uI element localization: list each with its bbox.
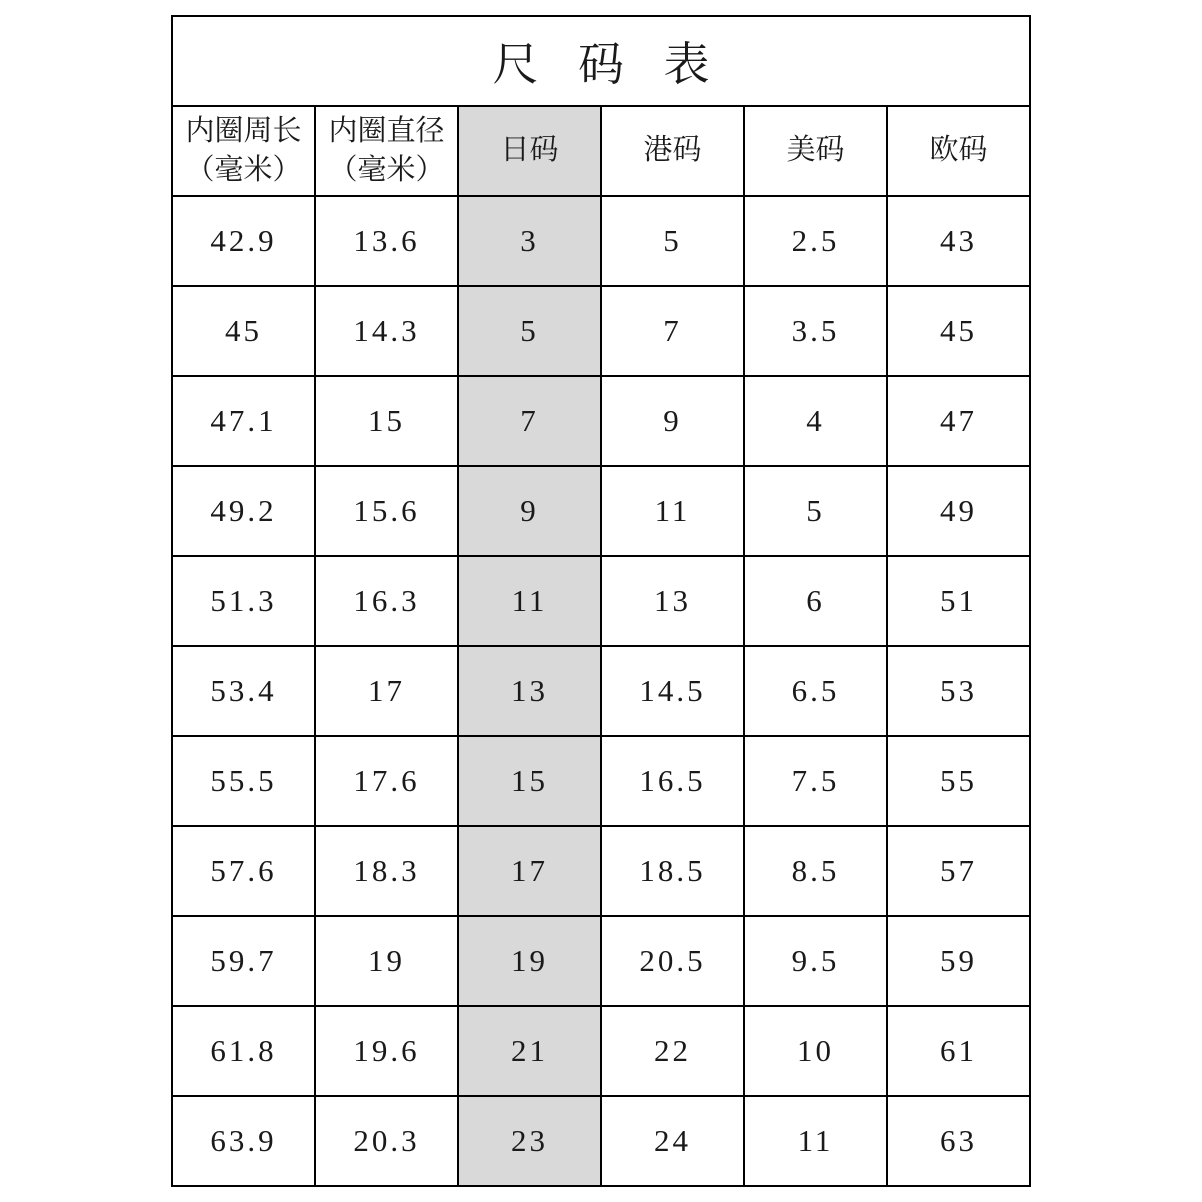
column-header-us-size bbox=[744, 106, 887, 196]
cell-jp-size: 5 bbox=[458, 286, 601, 376]
size-chart-body bbox=[172, 196, 1030, 1186]
cell-inner-diameter: 19.6 bbox=[315, 1006, 458, 1096]
header-row bbox=[172, 106, 1030, 196]
table-title: 尺 码 表 bbox=[172, 16, 1030, 106]
cell-us-size: 6.5 bbox=[744, 646, 887, 736]
table-row bbox=[172, 556, 1030, 646]
cell-jp-size: 3 bbox=[458, 196, 601, 286]
cell-eu-size: 55 bbox=[887, 736, 1030, 826]
cell-jp-size: 11 bbox=[458, 556, 601, 646]
column-header-label: 日码 bbox=[500, 134, 559, 167]
table-row bbox=[172, 916, 1030, 1006]
cell-eu-size: 47 bbox=[887, 376, 1030, 466]
cell-inner-diameter: 18.3 bbox=[315, 826, 458, 916]
cell-us-size: 6 bbox=[744, 556, 887, 646]
table-row bbox=[172, 1096, 1030, 1186]
cell-eu-size: 49 bbox=[887, 466, 1030, 556]
size-chart-head bbox=[172, 16, 1030, 196]
table-row bbox=[172, 736, 1030, 826]
cell-us-size: 4 bbox=[744, 376, 887, 466]
cell-inner-circumference: 57.6 bbox=[172, 826, 315, 916]
table-row bbox=[172, 1006, 1030, 1096]
size-chart-table bbox=[171, 15, 1031, 1187]
cell-inner-diameter: 14.3 bbox=[315, 286, 458, 376]
table-row bbox=[172, 196, 1030, 286]
cell-inner-circumference: 47.1 bbox=[172, 376, 315, 466]
cell-jp-size: 17 bbox=[458, 826, 601, 916]
cell-eu-size: 61 bbox=[887, 1006, 1030, 1096]
cell-eu-size: 53 bbox=[887, 646, 1030, 736]
cell-inner-circumference: 55.5 bbox=[172, 736, 315, 826]
cell-hk-size: 14.5 bbox=[601, 646, 744, 736]
cell-jp-size: 9 bbox=[458, 466, 601, 556]
table-row bbox=[172, 646, 1030, 736]
table-row bbox=[172, 466, 1030, 556]
column-header-label: 内圈直径 bbox=[328, 114, 445, 147]
column-header-sublabel: （毫米） bbox=[185, 154, 302, 186]
cell-inner-circumference: 61.8 bbox=[172, 1006, 315, 1096]
cell-us-size: 8.5 bbox=[744, 826, 887, 916]
cell-hk-size: 9 bbox=[601, 376, 744, 466]
cell-jp-size: 21 bbox=[458, 1006, 601, 1096]
cell-hk-size: 13 bbox=[601, 556, 744, 646]
cell-hk-size: 7 bbox=[601, 286, 744, 376]
cell-inner-diameter: 17.6 bbox=[315, 736, 458, 826]
cell-hk-size: 11 bbox=[601, 466, 744, 556]
column-header-label: 美码 bbox=[786, 134, 845, 167]
table-row bbox=[172, 826, 1030, 916]
title-row bbox=[172, 16, 1030, 106]
cell-inner-circumference: 59.7 bbox=[172, 916, 315, 1006]
table-row bbox=[172, 376, 1030, 466]
cell-us-size: 9.5 bbox=[744, 916, 887, 1006]
cell-jp-size: 23 bbox=[458, 1096, 601, 1186]
cell-inner-circumference: 63.9 bbox=[172, 1096, 315, 1186]
cell-us-size: 3.5 bbox=[744, 286, 887, 376]
cell-inner-circumference: 42.9 bbox=[172, 196, 315, 286]
cell-us-size: 2.5 bbox=[744, 196, 887, 286]
column-header-eu-size bbox=[887, 106, 1030, 196]
cell-hk-size: 20.5 bbox=[601, 916, 744, 1006]
cell-inner-circumference: 51.3 bbox=[172, 556, 315, 646]
cell-inner-circumference: 53.4 bbox=[172, 646, 315, 736]
cell-hk-size: 18.5 bbox=[601, 826, 744, 916]
cell-inner-diameter: 17 bbox=[315, 646, 458, 736]
cell-hk-size: 5 bbox=[601, 196, 744, 286]
column-header-sublabel: （毫米） bbox=[328, 154, 445, 186]
column-header-inner-diameter bbox=[315, 106, 458, 196]
column-header-label: 欧码 bbox=[929, 134, 988, 167]
cell-hk-size: 24 bbox=[601, 1096, 744, 1186]
cell-eu-size: 51 bbox=[887, 556, 1030, 646]
column-header-label: 港码 bbox=[643, 134, 702, 167]
cell-us-size: 10 bbox=[744, 1006, 887, 1096]
column-header-inner-circumference bbox=[172, 106, 315, 196]
cell-us-size: 11 bbox=[744, 1096, 887, 1186]
cell-eu-size: 59 bbox=[887, 916, 1030, 1006]
cell-eu-size: 45 bbox=[887, 286, 1030, 376]
column-header-hk-size bbox=[601, 106, 744, 196]
cell-inner-diameter: 20.3 bbox=[315, 1096, 458, 1186]
cell-jp-size: 15 bbox=[458, 736, 601, 826]
cell-eu-size: 57 bbox=[887, 826, 1030, 916]
cell-jp-size: 19 bbox=[458, 916, 601, 1006]
cell-inner-diameter: 15 bbox=[315, 376, 458, 466]
cell-inner-circumference: 49.2 bbox=[172, 466, 315, 556]
cell-us-size: 5 bbox=[744, 466, 887, 556]
column-header-jp-size bbox=[458, 106, 601, 196]
cell-inner-diameter: 13.6 bbox=[315, 196, 458, 286]
cell-inner-diameter: 19 bbox=[315, 916, 458, 1006]
cell-inner-diameter: 16.3 bbox=[315, 556, 458, 646]
cell-eu-size: 63 bbox=[887, 1096, 1030, 1186]
cell-hk-size: 22 bbox=[601, 1006, 744, 1096]
cell-us-size: 7.5 bbox=[744, 736, 887, 826]
cell-inner-diameter: 15.6 bbox=[315, 466, 458, 556]
cell-hk-size: 16.5 bbox=[601, 736, 744, 826]
table-row bbox=[172, 286, 1030, 376]
cell-jp-size: 7 bbox=[458, 376, 601, 466]
cell-eu-size: 43 bbox=[887, 196, 1030, 286]
cell-jp-size: 13 bbox=[458, 646, 601, 736]
column-header-label: 内圈周长 bbox=[185, 114, 302, 147]
cell-inner-circumference: 45 bbox=[172, 286, 315, 376]
